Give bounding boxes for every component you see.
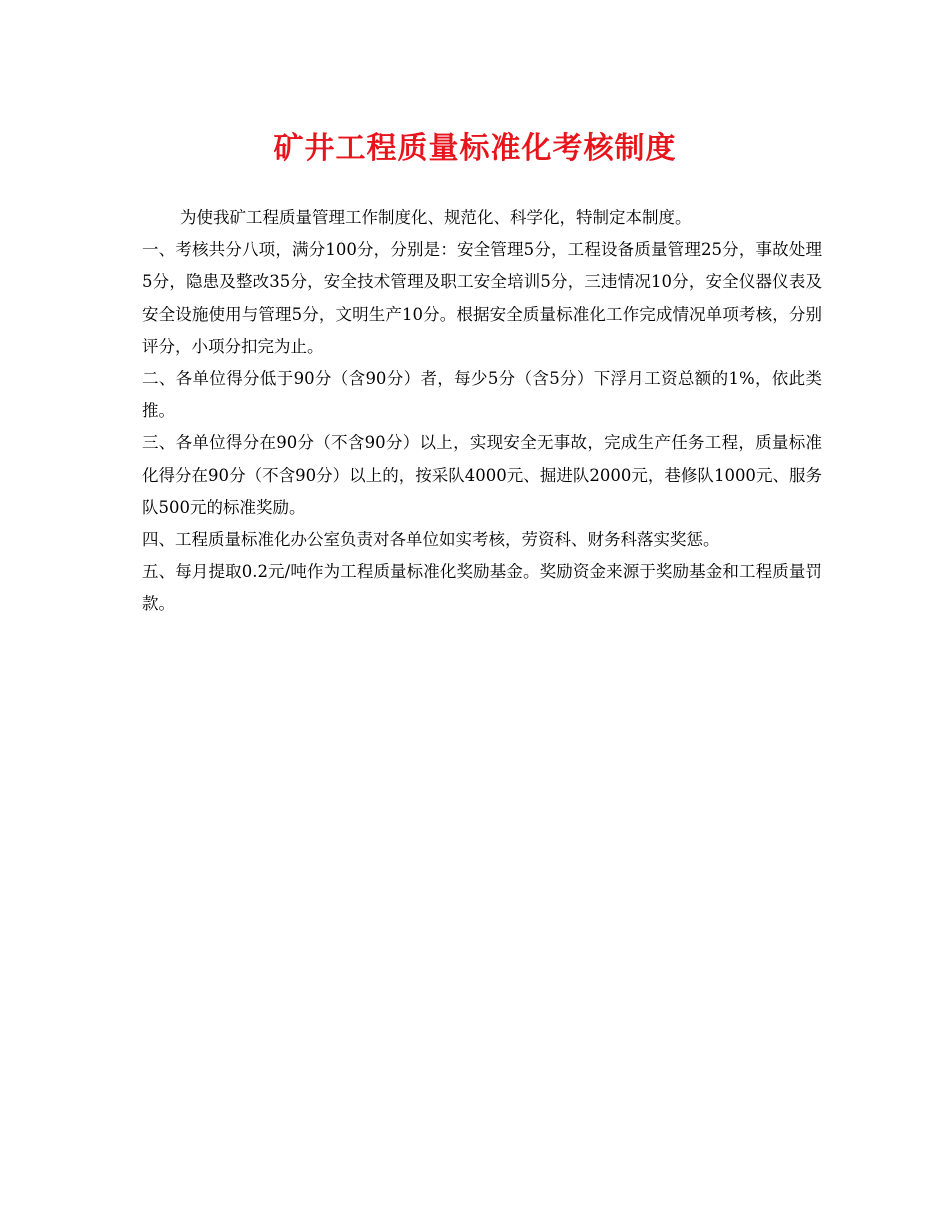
clause-2-paragraph: 二、各单位得分低于90分（含90分）者，每少5分（含5分）下浮月工资总额的1%，依此类推。	[142, 369, 822, 421]
clause-4-paragraph: 四、工程质量标准化办公室负责对各单位如实考核，劳资科、财务科落实奖惩。	[142, 530, 720, 550]
clause-1-paragraph: 一、考核共分八项，满分100分，分别是：安全管理5分，工程设备质量管理25分，事故处理5分，隐患及整改35分，安全技术管理及职工安全培训5分，三违情况10分，安全仪器仪表及安全设施使用与管理5分，文明生产10分。根据安全质量标准化工作完成情况单项考核，分别评分，小项分扣完为止。	[142, 240, 822, 356]
clause-3-paragraph: 三、各单位得分在90分（不含90分）以上，实现安全无事故，完成生产任务工程，质量标准化得分在90分（不含90分）以上的，按采队4000元、掘进队2000元，巷修队1000元、服务队500元的标准奖励。	[142, 433, 822, 517]
clause-5-paragraph: 五、每月提取0.2元/吨作为工程质量标准化奖励基金。奖励资金来源于奖励基金和工程质量罚款。	[142, 562, 822, 614]
document-body	[142, 202, 822, 621]
document-title: 矿井工程质量标准化考核制度	[273, 131, 677, 166]
intro-paragraph: 为使我矿工程质量管理工作制度化、规范化、科学化，特制定本制度。	[180, 208, 692, 227]
